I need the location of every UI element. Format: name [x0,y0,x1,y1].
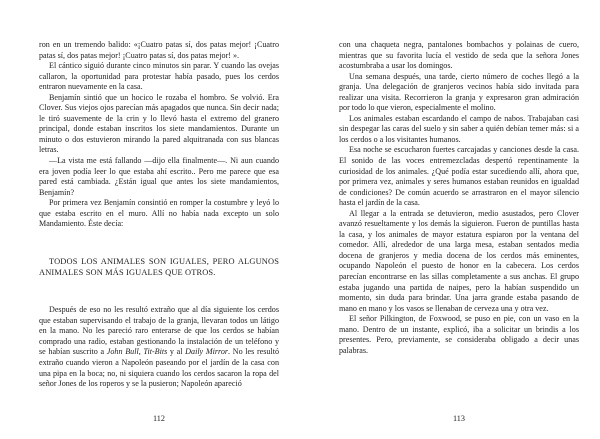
publication-title: Daily Mirror [185,347,229,357]
page-number: 113 [453,414,465,423]
paragraph: con una chaqueta negra, pantalones bombachos y polainas de cuero, mientras que su favorita lucía el vestido de seda que la señora Jones acostumbraba a usar los domingos. [339,40,579,71]
separator: y al [167,347,186,357]
paragraph: El cántico siguió durante cinco minutos sin parar. Y cuando las ovejas callaron, la oportunidad para protestar había pasado, pues los cerdos entraron nuevamente en la casa. [39,61,279,92]
paragraph-text: Después de eso no les resultó extraño que al día siguiente los cerdos que estaban supervisando el trabajo de la granja, llevaran todos un látigo en la mano. No les pareció raro enterarse de que los cerdos se habían comprado una radio, estaban gestionando la instalación de un teléfono y se habían suscrito a [39,305,279,357]
publication-title: John Bull [106,347,139,357]
publication-title: Tit-Bits [143,347,168,357]
paragraph: —La vista me está fallando —dijo ella finalmente—. Ni aun cuando era joven podía leer lo que estaba ahí escrito.. Pero me parece que esa pared está cambiada. ¿Están igual que antes los siete mandamientos, Benjamín? [39,156,279,197]
commandment-text: TODOS LOS ANIMALES SON IGUALES, PERO ALGUNOS ANIMALES SON MÁS IGUALES QUE OTROS. [39,256,279,277]
right-page [339,40,579,356]
paragraph: Benjamín sintió que un hocico le rozaba el hombro. Se volvió. Era Clover. Sus viejos ojos parecían más apagados que nunca. Sin decir nada; le tiró suavemente de la crin y lo llevó hasta el extremo del granero principal, donde estaban inscritos los siete mandamientos. Durante un minuto o dos estuvieron mirando la pared alquitranada con sus blancas letras. [39,92,279,155]
paragraph: ron en un tremendo balido: «¡Cuatro patas sí, dos patas mejor! ¡Cuatro patas sí, dos patas mejor! ¡Cuatro patas sí, dos patas mejor! ». [39,40,279,60]
page-number: 112 [153,414,165,423]
paragraph: Los animales estaban escardando el campo de nabos. Trabajaban casi sin despegar las caras del suelo y sin saber a quién debían temer más: si a los cerdos o a los visitantes humanos. [339,113,579,144]
section-gap [39,278,279,305]
paragraph: Una semana después, una tarde, cierto número de coches llegó a la granja. Una delegación de granjeros vecinos había sido invitada para realizar una visita. Recorrieron la granja y expresaron gran admiración por todo lo que vieron, especialmente el molino. [339,71,579,113]
separator: , [138,347,144,357]
paragraph: Al llegar a la entrada se detuvieron, medio asustados, pero Clover avanzó resueltamente y los demás la siguieron. Fueron de puntillas hasta la casa, y los animales de mayor estatura espiaron por la ventana del comedor. Allí, alrededor de una larga mesa, estaban sentados media docena de granjeros y media docena de los cerdos más eminentes, ocupando Napoleón el puesto de honor en la cabecera. Los cerdos parecían encontrarse en las sillas completamente a sus anchas. El grupo estaba jugando una partida de naipes, pero la habían suspendido un momento, sin duda para brindar. Una jarra grande estaba pasando de mano en mano y los vasos se llenaban de cerveza una y otra vez. [339,208,579,313]
paragraph: Por primera vez Benjamín consintió en romper la costumbre y leyó lo que estaba escrito en el muro. Allí no había nada excepto un solo Mandamiento. Éste decía: [39,198,279,229]
paragraph-text: . No les resultó extraño cuando vieron a Napoleón paseando por el jardín de la casa con una pipa en la boca; no, ni siquiera cuando los cerdos sacaron la ropa del señor Jones de los roperos y se la pusieron; Napoleón apareció [39,347,279,389]
paragraph [39,305,279,389]
paragraph: Esa noche se escucharon fuertes carcajadas y canciones desde la casa. El sonido de las voces entremezcladas despertó repentinamente la curiosidad de los animales. ¿Qué podía estar sucediendo allí, ahora que, por primera vez, animales y seres humanos estaban reunidos en igualdad de condiciones? De común acuerdo se arrastraron en el mayor silencio hasta el jardín de la casa. [339,145,579,208]
left-page [39,40,279,390]
section-gap [39,230,279,257]
paragraph: El señor Pilkington, de Foxwood, se puso en pie, con un vaso en la mano. Dentro de un instante, explicó, iba a solicitar un brindis a los presentes. Pero, previamente, se consideraba obligado a decir unas palabras. [339,314,579,355]
